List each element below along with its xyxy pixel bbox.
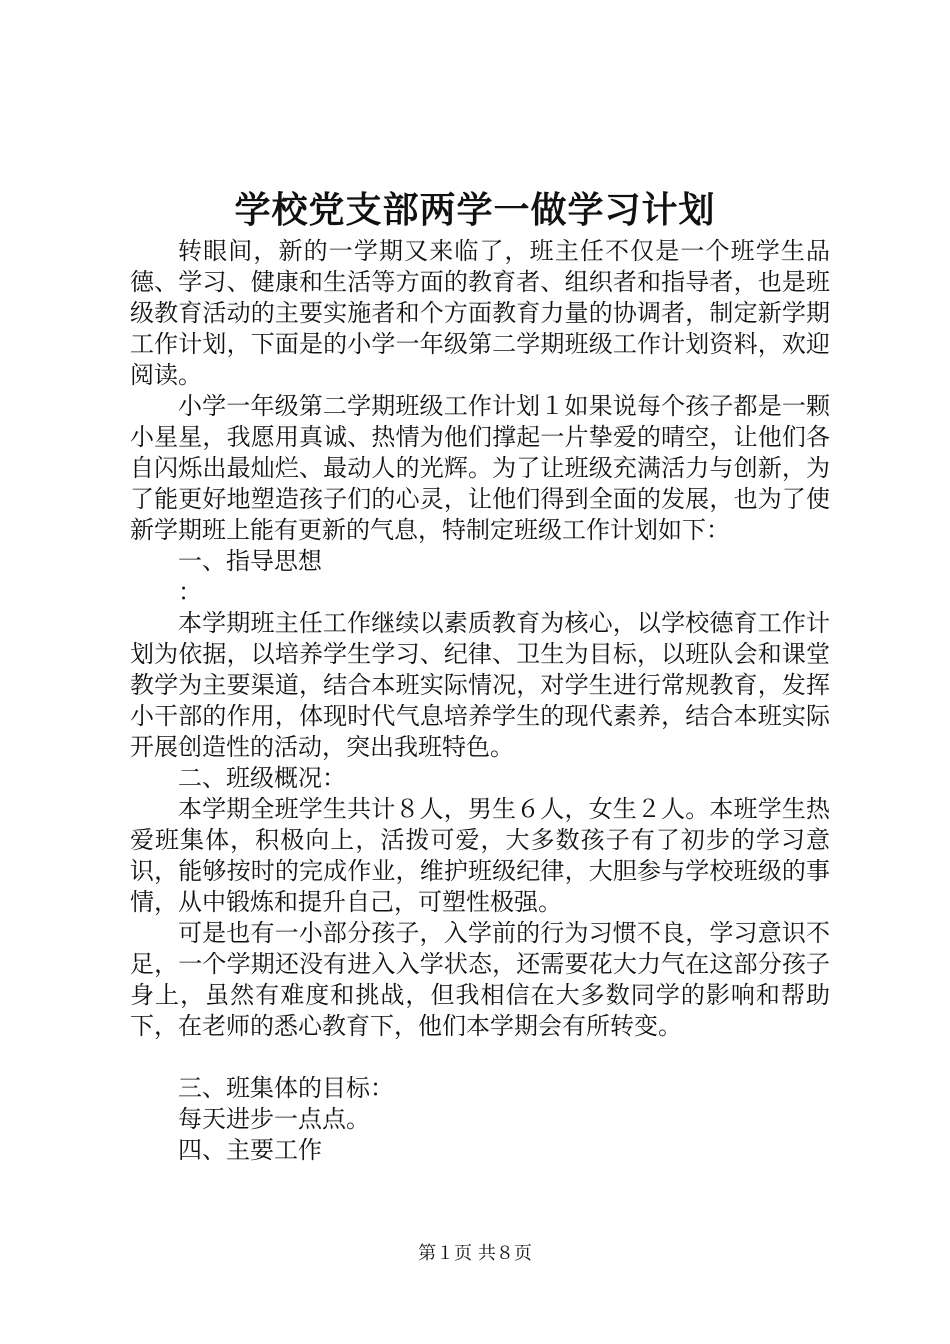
heading-class-overview: 二、班级概况： (178, 764, 346, 792)
paragraph-class-overview: 本学期全班学生共计８人，男生６人，女生２人。本班学生热爱班集体，积极向上，活拨可爱，大多数孩子有了初步的学习意识，能够按时的完成作业，维护班级纪律，大胆参与学校班级的事情，从中锻炼和提升自己，可塑性极强。 (130, 795, 830, 916)
stray-colon: ： (178, 578, 202, 606)
paragraph-plan-1: 小学一年级第二学期班级工作计划１如果说每个孩子都是一颗小星星，我愿用真诚、热情为他们撑起一片挚爱的晴空，让他们各自闪烁出最灿烂、最动人的光辉。为了让班级充满活力与创新，为了能更好地塑造孩子们的心灵，让他们得到全面的发展，也为了使新学期班上能有更新的气息，特制定班级工作计划如下： (130, 392, 830, 544)
paragraph-guiding-ideology: 本学期班主任工作继续以素质教育为核心，以学校德育工作计划为依据，以培养学生学习、纪律、卫生为目标，以班队会和课堂教学为主要渠道，结合本班实际情况，对学生进行常规教育，发挥小干部的作用，体现时代气息培养学生的现代素养，结合本班实际开展创造性的活动，突出我班特色。 (130, 609, 830, 761)
heading-class-goal: 三、班集体的目标： (178, 1074, 394, 1102)
document-body (130, 236, 830, 1166)
blank-line (130, 1042, 830, 1073)
heading-main-work: 四、主要工作 (178, 1136, 322, 1164)
paragraph-class-issues: 可是也有一小部分孩子，入学前的行为习惯不良，学习意识不足，一个学期还没有进入入学状态，还需要花大力气在这部分孩子身上，虽然有难度和挑战，但我相信在大多数同学的影响和帮助下，在老师的悉心教育下，他们本学期会有所转变。 (130, 919, 830, 1040)
paragraph-intro: 转眼间，新的一学期又来临了，班主任不仅是一个班学生品德、学习、健康和生活等方面的教育者、组织者和指导者，也是班级教育活动的主要实施者和个方面教育力量的协调者，制定新学期工作计划，下面是的小学一年级第二学期班级工作计划资料，欢迎阅读。 (130, 237, 830, 389)
document-title: 学校党支部两学一做学习计划 (234, 189, 716, 231)
page-footer: 第１页 共８页 (418, 1243, 532, 1264)
heading-guiding-ideology: 一、指导思想 (178, 547, 322, 575)
paragraph-class-goal: 每天进步一点点。 (178, 1105, 370, 1133)
